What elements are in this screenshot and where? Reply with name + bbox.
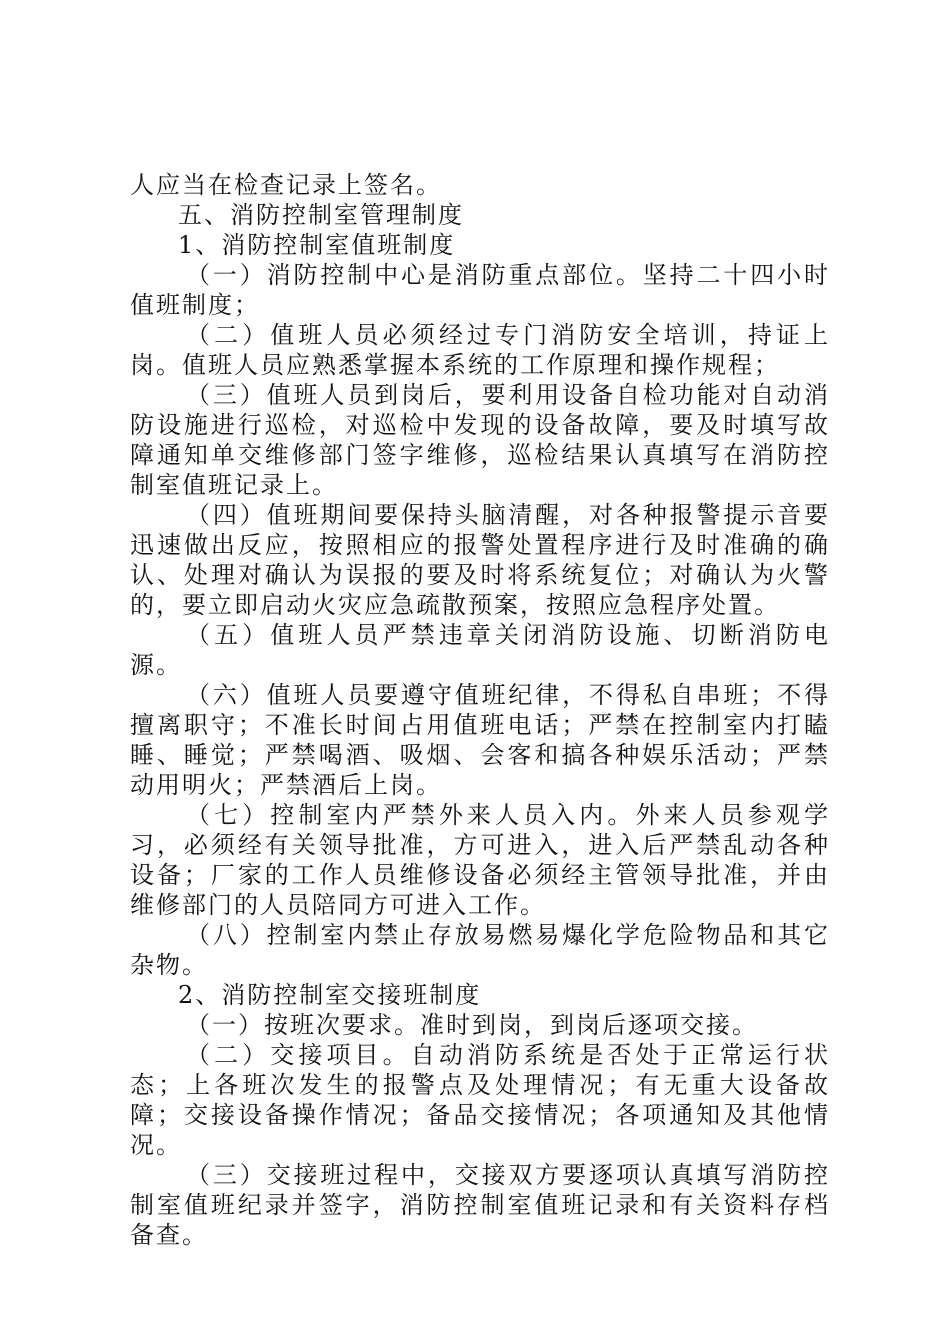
paragraph: （八）控制室内禁止存放易燃易爆化学危险物品和其它杂物。 (130, 921, 830, 979)
paragraph-continuation: 人应当在检查记录上签名。 (130, 171, 442, 199)
subsection-heading: 1、消防控制室值班制度 (178, 231, 456, 259)
section-heading: 五、消防控制室管理制度 (178, 201, 464, 229)
paragraph: （六）值班人员要遵守值班纪律，不得私自串班；不得擅离职守；不准长时间占用值班电话；严禁在控制室内打瞌睡、睡觉；严禁喝酒、吸烟、会客和搞各种娱乐活动；严禁动用明火；严禁酒后上岗。 (130, 681, 830, 799)
paragraph: （一）消防控制中心是消防重点部位。坚持二十四小时值班制度； (130, 261, 830, 319)
document-body (130, 170, 830, 1250)
paragraph: （二）交接项目。自动消防系统是否处于正常运行状态；上各班次发生的报警点及处理情况；有无重大设备故障；交接设备操作情况；备品交接情况；各项通知及其他情况。 (130, 1041, 830, 1159)
paragraph: （五）值班人员严禁违章关闭消防设施、切断消防电源。 (130, 621, 830, 679)
paragraph: （三）交接班过程中，交接双方要逐项认真填写消防控制室值班纪录并签字，消防控制室值班记录和有关资料存档备查。 (130, 1161, 830, 1249)
paragraph: （二）值班人员必须经过专门消防安全培训，持证上岗。值班人员应熟悉掌握本系统的工作原理和操作规程； (130, 321, 830, 379)
paragraph: （四）值班期间要保持头脑清醒，对各种报警提示音要迅速做出反应，按照相应的报警处置程序进行及时准确的确认、处理对确认为误报的要及时将系统复位；对确认为火警的，要立即启动火灾应急疏散预案，按照应急程序处置。 (130, 501, 830, 619)
paragraph: （三）值班人员到岗后，要利用设备自检功能对自动消防设施进行巡检，对巡检中发现的设备故障，要及时填写故障通知单交维修部门签字维修，巡检结果认真填写在消防控制室值班记录上。 (130, 381, 830, 499)
paragraph: （一）按班次要求。准时到岗，到岗后逐项交接。 (186, 1011, 758, 1039)
paragraph: （七）控制室内严禁外来人员入内。外来人员参观学习，必须经有关领导批准，方可进入，进入后严禁乱动各种设备；厂家的工作人员维修设备必须经主管领导批准，并由维修部门的人员陪同方可进入工作。 (130, 801, 830, 919)
subsection-heading: 2、消防控制室交接班制度 (178, 981, 482, 1009)
